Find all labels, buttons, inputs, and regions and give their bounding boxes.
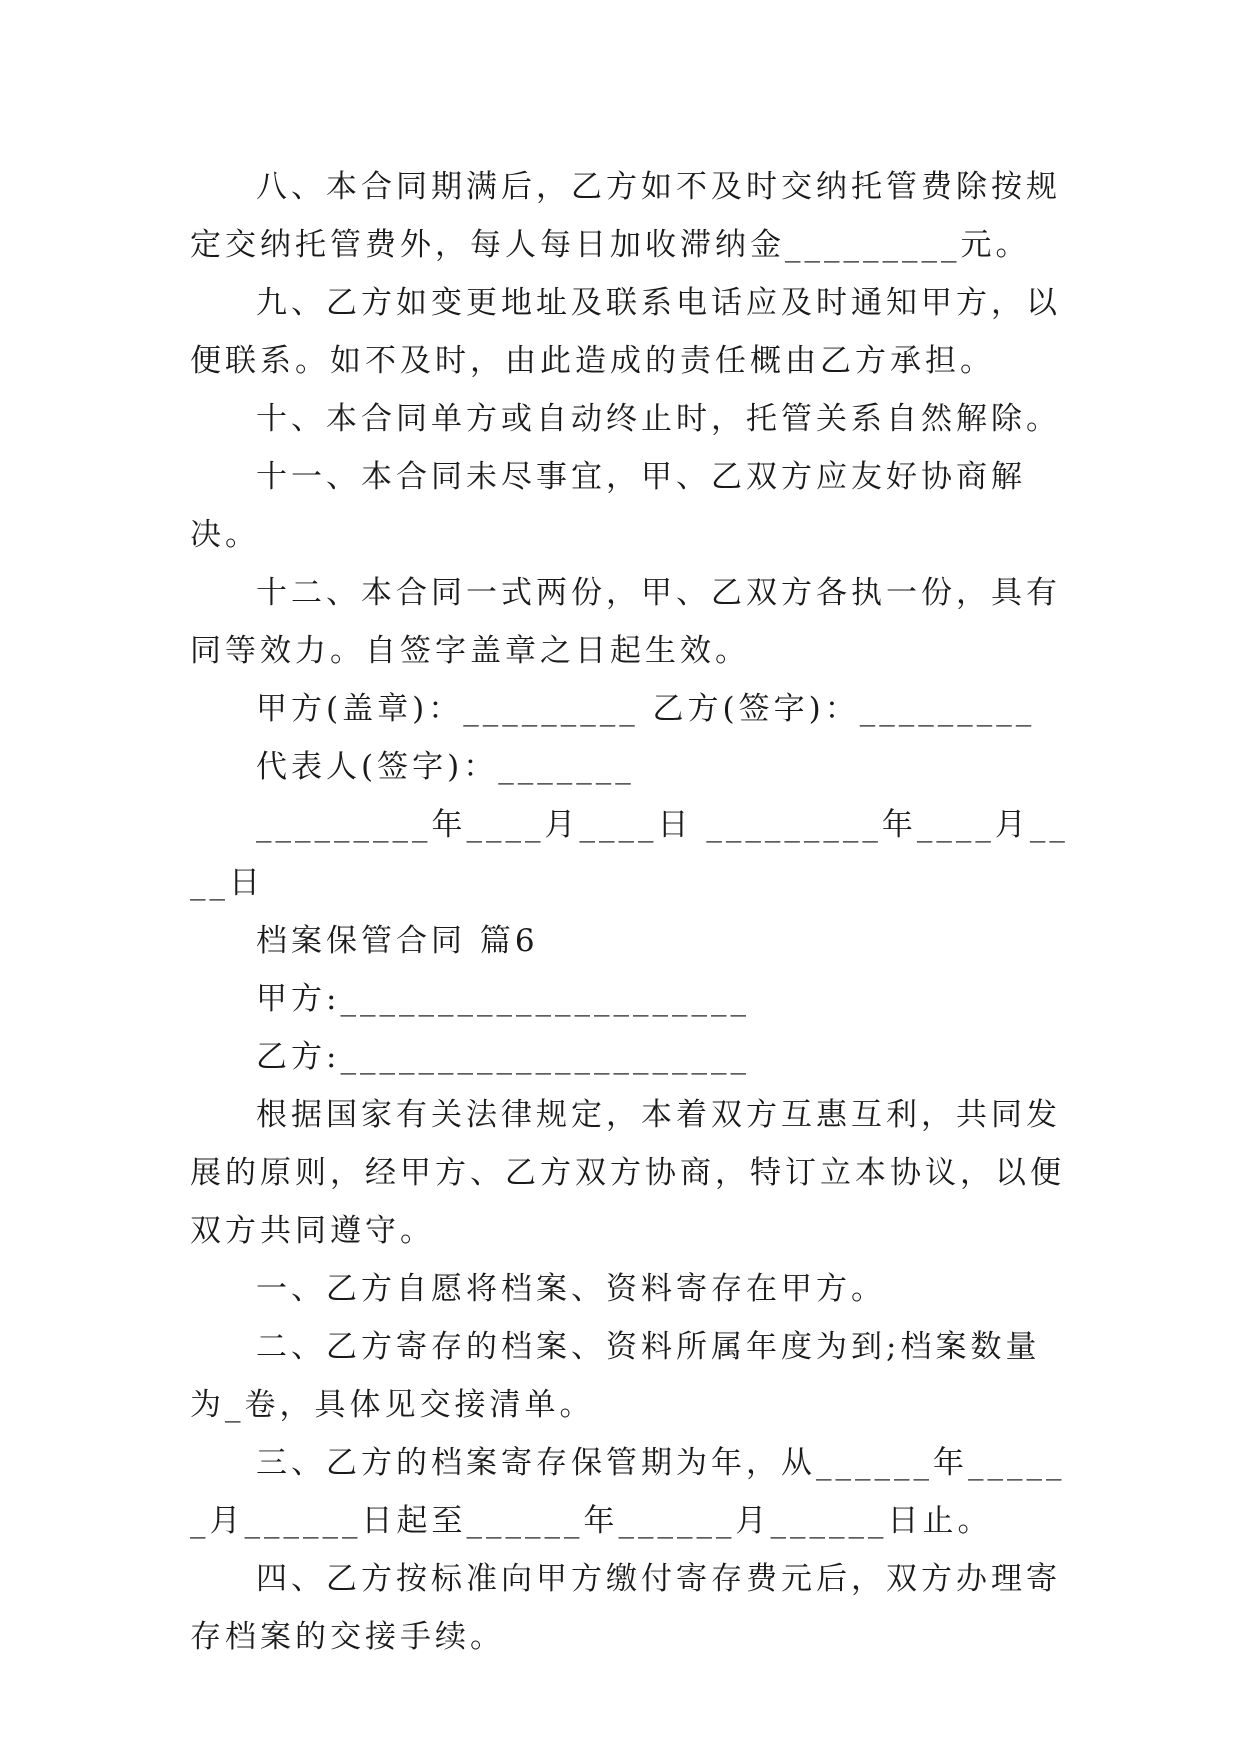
party-a-line: 甲方:_____________________: [256, 981, 750, 1017]
signature-date-line: _________年____月____日 _________年____月____日: [190, 807, 1069, 901]
document-body: [190, 158, 1070, 1666]
clause-3-storage-period: 三、乙方的档案寄存保管期为年，从______年______月______日起至______年______月______日止。: [190, 1445, 1066, 1539]
preamble: 根据国家有关法律规定，本着双方互惠互利，共同发展的原则，经甲方、乙方双方协商，特订立本协议，以便双方共同遵守。: [190, 1097, 1065, 1249]
section-title: 档案保管合同 篇6: [256, 923, 539, 959]
clause-11-negotiation: 十一、本合同未尽事宜，甲、乙双方应友好协商解决。: [190, 459, 1026, 553]
party-b-line: 乙方:_____________________: [256, 1039, 750, 1075]
clause-10-termination: 十、本合同单方或自动终止时，托管关系自然解除。: [256, 401, 1061, 437]
clause-12-copies: 十二、本合同一式两份，甲、乙双方各执一份，具有同等效力。自签字盖章之日起生效。: [190, 575, 1061, 669]
representative-signature-line: 代表人(签字)：_______: [256, 749, 635, 785]
clause-1-deposit: 一、乙方自愿将档案、资料寄存在甲方。: [256, 1271, 886, 1307]
clause-2-archive-scope: 二、乙方寄存的档案、资料所属年度为到;档案数量为_卷，具体见交接清单。: [190, 1329, 1041, 1423]
clause-8-late-fee: 八、本合同期满后，乙方如不及时交纳托管费除按规定交纳托管费外，每人每日加收滞纳金_________元。: [190, 169, 1061, 263]
clause-4-fee-handover: 四、乙方按标准向甲方缴付寄存费元后，双方办理寄存档案的交接手续。: [190, 1561, 1061, 1655]
clause-9-contact-change: 九、乙方如变更地址及联系电话应及时通知甲方，以便联系。如不及时，由此造成的责任概由乙方承担。: [190, 285, 1061, 379]
signature-parties-line: 甲方(盖章)：_________ 乙方(签字)：_________: [256, 691, 1036, 727]
